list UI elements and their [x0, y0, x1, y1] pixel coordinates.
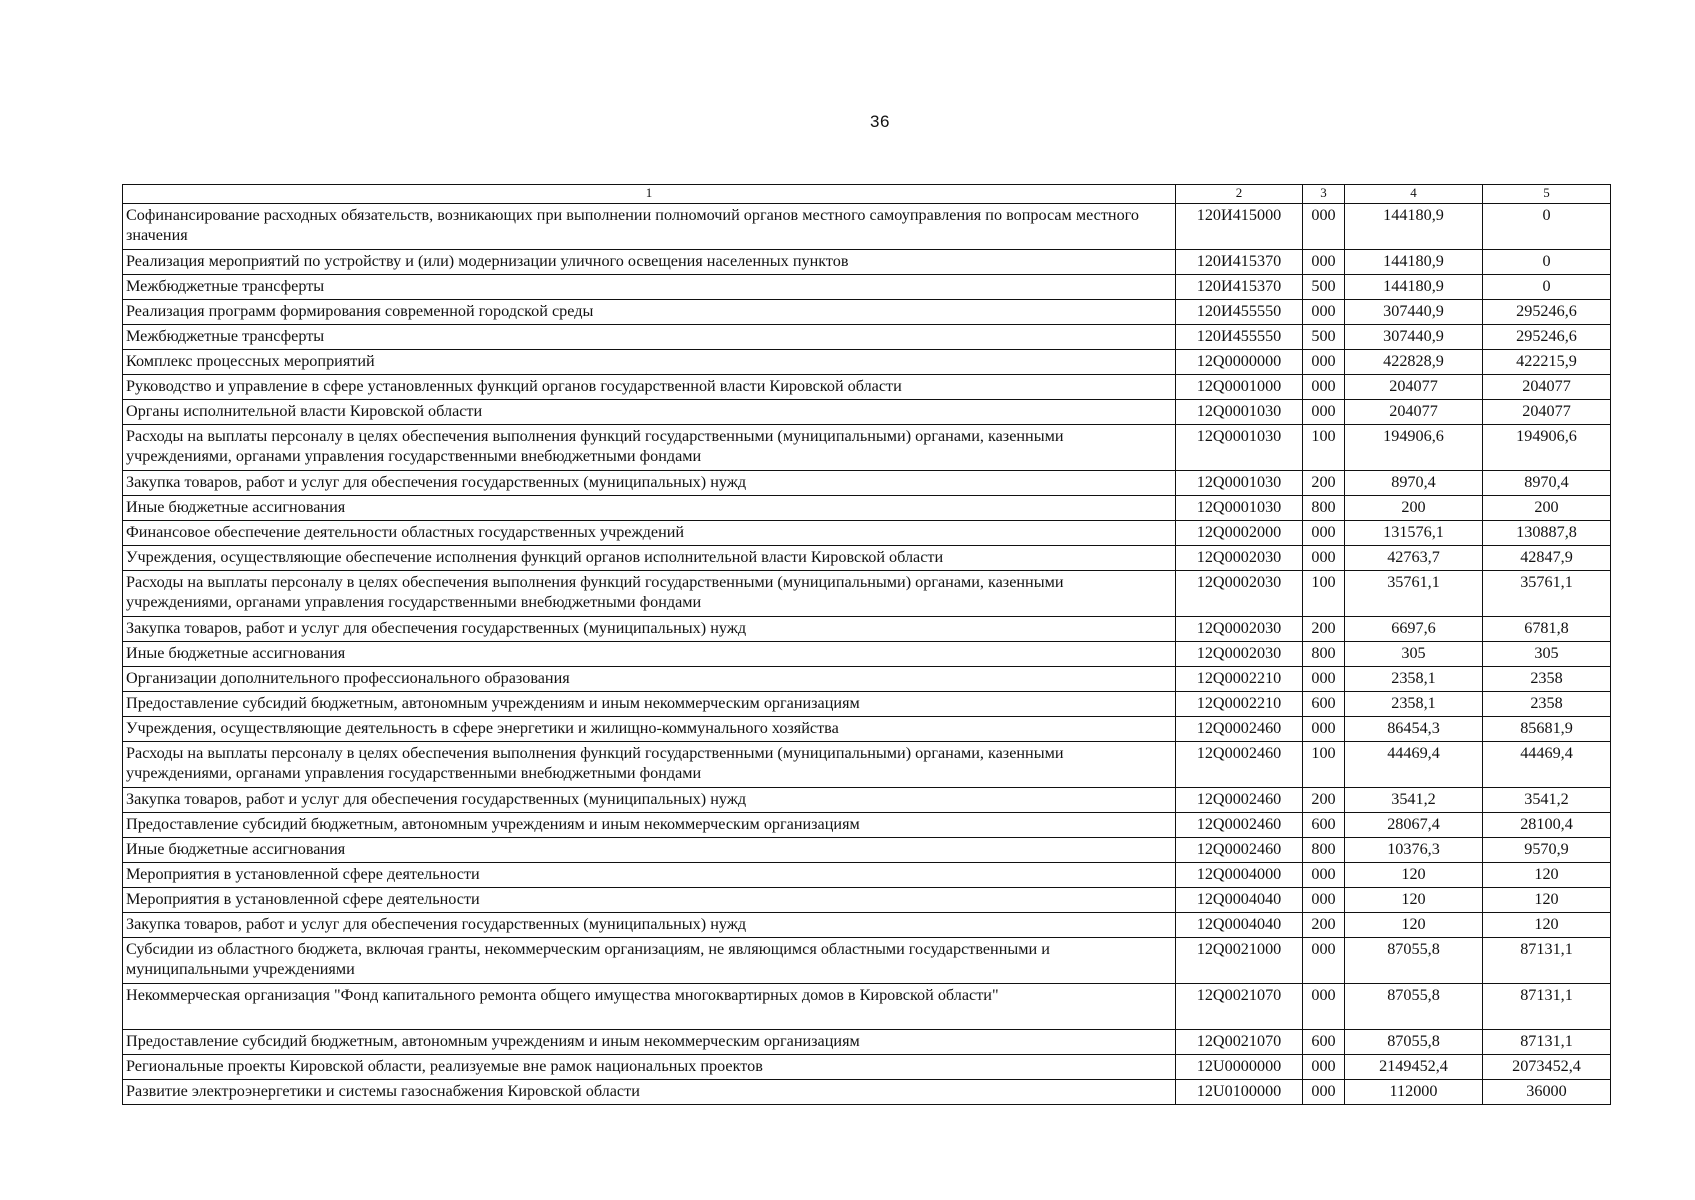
table-row [123, 546, 1611, 571]
row-value-col4: 35761,1 [1345, 571, 1483, 617]
row-code: 12Q0000000 [1176, 350, 1303, 375]
table-row [123, 425, 1611, 471]
table-row [123, 717, 1611, 742]
row-name: Реализация мероприятий по устройству и (или) модернизации уличного освещения населенных пунктов [123, 250, 1176, 275]
row-name: Некоммерческая организация "Фонд капитального ремонта общего имущества многоквартирных домов в Кировской области" [123, 984, 1176, 1030]
table-row [123, 571, 1611, 617]
row-type: 000 [1303, 521, 1345, 546]
table-row [123, 521, 1611, 546]
table-row [123, 400, 1611, 425]
row-value-col5: 2073452,4 [1483, 1055, 1611, 1080]
row-type: 600 [1303, 692, 1345, 717]
row-value-col4: 10376,3 [1345, 838, 1483, 863]
table-row [123, 742, 1611, 788]
row-type: 000 [1303, 717, 1345, 742]
row-value-col4: 2149452,4 [1345, 1055, 1483, 1080]
row-code: 12Q0002030 [1176, 642, 1303, 667]
row-name: Предоставление субсидий бюджетным, автономным учреждениям и иным некоммерческим организациям [123, 692, 1176, 717]
row-value-col5: 36000 [1483, 1080, 1611, 1105]
row-value-col5: 8970,4 [1483, 471, 1611, 496]
row-type: 100 [1303, 742, 1345, 788]
table-row [123, 1055, 1611, 1080]
row-name: Реализация программ формирования современной городской среды [123, 300, 1176, 325]
row-type: 200 [1303, 788, 1345, 813]
row-value-col4: 87055,8 [1345, 984, 1483, 1030]
row-name: Межбюджетные трансферты [123, 325, 1176, 350]
row-value-col5: 44469,4 [1483, 742, 1611, 788]
header-col-4: 4 [1345, 185, 1483, 204]
table-row [123, 250, 1611, 275]
row-code: 12Q0002460 [1176, 838, 1303, 863]
row-code: 12Q0004040 [1176, 913, 1303, 938]
row-type: 100 [1303, 425, 1345, 471]
row-name: Софинансирование расходных обязательств, возникающих при выполнении полномочий органов местного самоуправления по вопросам местного значения [123, 204, 1176, 250]
row-value-col5: 35761,1 [1483, 571, 1611, 617]
row-type: 600 [1303, 813, 1345, 838]
table-row [123, 275, 1611, 300]
row-value-col5: 85681,9 [1483, 717, 1611, 742]
row-value-col4: 307440,9 [1345, 325, 1483, 350]
row-value-col5: 120 [1483, 863, 1611, 888]
table-row [123, 325, 1611, 350]
row-type: 000 [1303, 667, 1345, 692]
row-code: 12Q0021070 [1176, 984, 1303, 1030]
row-code: 12Q0002460 [1176, 813, 1303, 838]
table-row [123, 813, 1611, 838]
row-type: 000 [1303, 1055, 1345, 1080]
row-name: Региональные проекты Кировской области, реализуемые вне рамок национальных проектов [123, 1055, 1176, 1080]
row-value-col4: 112000 [1345, 1080, 1483, 1105]
row-type: 800 [1303, 496, 1345, 521]
row-name: Учреждения, осуществляющие деятельность в сфере энергетики и жилищно-коммунального хозяйства [123, 717, 1176, 742]
row-code: 120И455550 [1176, 300, 1303, 325]
table-row [123, 788, 1611, 813]
row-code: 12Q0001030 [1176, 425, 1303, 471]
row-value-col4: 2358,1 [1345, 667, 1483, 692]
row-code: 12Q0002460 [1176, 717, 1303, 742]
row-code: 12Q0002030 [1176, 617, 1303, 642]
row-value-col4: 42763,7 [1345, 546, 1483, 571]
row-name: Организации дополнительного профессионального образования [123, 667, 1176, 692]
row-value-col5: 204077 [1483, 375, 1611, 400]
row-type: 000 [1303, 1080, 1345, 1105]
row-type: 000 [1303, 375, 1345, 400]
row-name: Финансовое обеспечение деятельности областных государственных учреждений [123, 521, 1176, 546]
row-value-col5: 0 [1483, 275, 1611, 300]
row-name: Иные бюджетные ассигнования [123, 496, 1176, 521]
row-value-col5: 9570,9 [1483, 838, 1611, 863]
table-row [123, 642, 1611, 667]
row-value-col4: 3541,2 [1345, 788, 1483, 813]
row-type: 800 [1303, 838, 1345, 863]
row-name: Предоставление субсидий бюджетным, автономным учреждениям и иным некоммерческим организациям [123, 1030, 1176, 1055]
row-code: 12U0000000 [1176, 1055, 1303, 1080]
row-name: Иные бюджетные ассигнования [123, 838, 1176, 863]
header-col-2: 2 [1176, 185, 1303, 204]
row-name: Закупка товаров, работ и услуг для обеспечения государственных (муниципальных) нужд [123, 471, 1176, 496]
budget-table [122, 184, 1611, 1105]
row-code: 12Q0001000 [1176, 375, 1303, 400]
row-value-col5: 0 [1483, 250, 1611, 275]
row-value-col4: 144180,9 [1345, 204, 1483, 250]
row-value-col5: 87131,1 [1483, 1030, 1611, 1055]
table-row [123, 1030, 1611, 1055]
row-type: 000 [1303, 350, 1345, 375]
row-value-col4: 120 [1345, 888, 1483, 913]
row-type: 000 [1303, 888, 1345, 913]
row-code: 120И455550 [1176, 325, 1303, 350]
row-type: 200 [1303, 913, 1345, 938]
row-type: 600 [1303, 1030, 1345, 1055]
row-name: Расходы на выплаты персоналу в целях обеспечения выполнения функций государственными (муниципальными) органами, казенными учреждениями, органами управления государственными внебюджетными фондами [123, 742, 1176, 788]
row-type: 500 [1303, 325, 1345, 350]
table-row [123, 617, 1611, 642]
row-value-col4: 87055,8 [1345, 1030, 1483, 1055]
table-row [123, 938, 1611, 984]
table-row [123, 300, 1611, 325]
row-value-col4: 204077 [1345, 400, 1483, 425]
row-code: 12Q0002210 [1176, 692, 1303, 717]
row-value-col4: 6697,6 [1345, 617, 1483, 642]
row-value-col5: 295246,6 [1483, 325, 1611, 350]
row-name: Предоставление субсидий бюджетным, автономным учреждениям и иным некоммерческим организациям [123, 813, 1176, 838]
row-type: 100 [1303, 571, 1345, 617]
table-row [123, 471, 1611, 496]
row-type: 000 [1303, 400, 1345, 425]
row-value-col4: 120 [1345, 863, 1483, 888]
row-code: 12Q0021000 [1176, 938, 1303, 984]
row-value-col4: 422828,9 [1345, 350, 1483, 375]
row-value-col5: 200 [1483, 496, 1611, 521]
header-col-3: 3 [1303, 185, 1345, 204]
row-code: 12Q0002210 [1176, 667, 1303, 692]
row-code: 12Q0002030 [1176, 571, 1303, 617]
row-value-col4: 2358,1 [1345, 692, 1483, 717]
row-code: 12Q0002460 [1176, 788, 1303, 813]
row-value-col5: 120 [1483, 888, 1611, 913]
row-value-col4: 131576,1 [1345, 521, 1483, 546]
row-code: 12Q0021070 [1176, 1030, 1303, 1055]
table-row [123, 375, 1611, 400]
row-value-col4: 28067,4 [1345, 813, 1483, 838]
table-row [123, 984, 1611, 1030]
row-value-col4: 200 [1345, 496, 1483, 521]
row-code: 12Q0004040 [1176, 888, 1303, 913]
row-name: Межбюджетные трансферты [123, 275, 1176, 300]
row-value-col4: 305 [1345, 642, 1483, 667]
row-name: Органы исполнительной власти Кировской области [123, 400, 1176, 425]
row-value-col5: 204077 [1483, 400, 1611, 425]
row-type: 000 [1303, 300, 1345, 325]
row-code: 120И415000 [1176, 204, 1303, 250]
row-name: Закупка товаров, работ и услуг для обеспечения государственных (муниципальных) нужд [123, 913, 1176, 938]
row-name: Комплекс процессных мероприятий [123, 350, 1176, 375]
row-value-col4: 87055,8 [1345, 938, 1483, 984]
table-row [123, 1080, 1611, 1105]
row-value-col4: 307440,9 [1345, 300, 1483, 325]
row-type: 200 [1303, 471, 1345, 496]
table-row [123, 913, 1611, 938]
row-name: Иные бюджетные ассигнования [123, 642, 1176, 667]
row-type: 000 [1303, 204, 1345, 250]
table-row [123, 350, 1611, 375]
table-row [123, 496, 1611, 521]
row-value-col5: 87131,1 [1483, 984, 1611, 1030]
row-value-col5: 0 [1483, 204, 1611, 250]
row-value-col5: 87131,1 [1483, 938, 1611, 984]
row-value-col5: 28100,4 [1483, 813, 1611, 838]
row-name: Мероприятия в установленной сфере деятельности [123, 888, 1176, 913]
table-row [123, 838, 1611, 863]
row-value-col5: 295246,6 [1483, 300, 1611, 325]
row-code: 12Q0001030 [1176, 471, 1303, 496]
row-type: 800 [1303, 642, 1345, 667]
row-value-col5: 42847,9 [1483, 546, 1611, 571]
row-code: 12Q0002000 [1176, 521, 1303, 546]
row-code: 12Q0001030 [1176, 400, 1303, 425]
table-row [123, 692, 1611, 717]
header-col-1: 1 [123, 185, 1176, 204]
row-type: 500 [1303, 275, 1345, 300]
row-type: 000 [1303, 546, 1345, 571]
row-value-col4: 204077 [1345, 375, 1483, 400]
row-name: Мероприятия в установленной сфере деятельности [123, 863, 1176, 888]
row-code: 12Q0001030 [1176, 496, 1303, 521]
row-type: 200 [1303, 617, 1345, 642]
row-value-col4: 8970,4 [1345, 471, 1483, 496]
page-number: 36 [870, 112, 890, 131]
row-value-col4: 194906,6 [1345, 425, 1483, 471]
row-value-col5: 305 [1483, 642, 1611, 667]
row-type: 000 [1303, 250, 1345, 275]
row-value-col5: 3541,2 [1483, 788, 1611, 813]
table-row [123, 204, 1611, 250]
row-name: Закупка товаров, работ и услуг для обеспечения государственных (муниципальных) нужд [123, 617, 1176, 642]
row-name: Развитие электроэнергетики и системы газоснабжения Кировской области [123, 1080, 1176, 1105]
row-value-col5: 6781,8 [1483, 617, 1611, 642]
row-value-col4: 120 [1345, 913, 1483, 938]
row-type: 000 [1303, 938, 1345, 984]
row-name: Учреждения, осуществляющие обеспечение исполнения функций органов исполнительной власти Кировской области [123, 546, 1176, 571]
row-value-col4: 144180,9 [1345, 275, 1483, 300]
row-name: Расходы на выплаты персоналу в целях обеспечения выполнения функций государственными (муниципальными) органами, казенными учреждениями, органами управления государственными внебюджетными фондами [123, 425, 1176, 471]
row-code: 12Q0002030 [1176, 546, 1303, 571]
row-code: 12U0100000 [1176, 1080, 1303, 1105]
row-type: 000 [1303, 984, 1345, 1030]
row-value-col5: 130887,8 [1483, 521, 1611, 546]
header-col-5: 5 [1483, 185, 1611, 204]
row-value-col5: 422215,9 [1483, 350, 1611, 375]
row-value-col5: 194906,6 [1483, 425, 1611, 471]
row-code: 120И415370 [1176, 275, 1303, 300]
row-value-col5: 2358 [1483, 667, 1611, 692]
row-name: Расходы на выплаты персоналу в целях обеспечения выполнения функций государственными (муниципальными) органами, казенными учреждениями, органами управления государственными внебюджетными фондами [123, 571, 1176, 617]
table-row [123, 667, 1611, 692]
row-name: Руководство и управление в сфере установленных функций органов государственной власти Кировской области [123, 375, 1176, 400]
row-name: Закупка товаров, работ и услуг для обеспечения государственных (муниципальных) нужд [123, 788, 1176, 813]
table-row [123, 888, 1611, 913]
row-value-col4: 44469,4 [1345, 742, 1483, 788]
table-row [123, 863, 1611, 888]
row-code: 12Q0004000 [1176, 863, 1303, 888]
row-value-col4: 144180,9 [1345, 250, 1483, 275]
row-type: 000 [1303, 863, 1345, 888]
row-value-col4: 86454,3 [1345, 717, 1483, 742]
row-code: 12Q0002460 [1176, 742, 1303, 788]
row-code: 120И415370 [1176, 250, 1303, 275]
header-row [123, 185, 1611, 204]
row-name: Субсидии из областного бюджета, включая гранты, некоммерческим организациям, не являющимся областными государственными и муниципальными учреждениями [123, 938, 1176, 984]
row-value-col5: 2358 [1483, 692, 1611, 717]
row-value-col5: 120 [1483, 913, 1611, 938]
